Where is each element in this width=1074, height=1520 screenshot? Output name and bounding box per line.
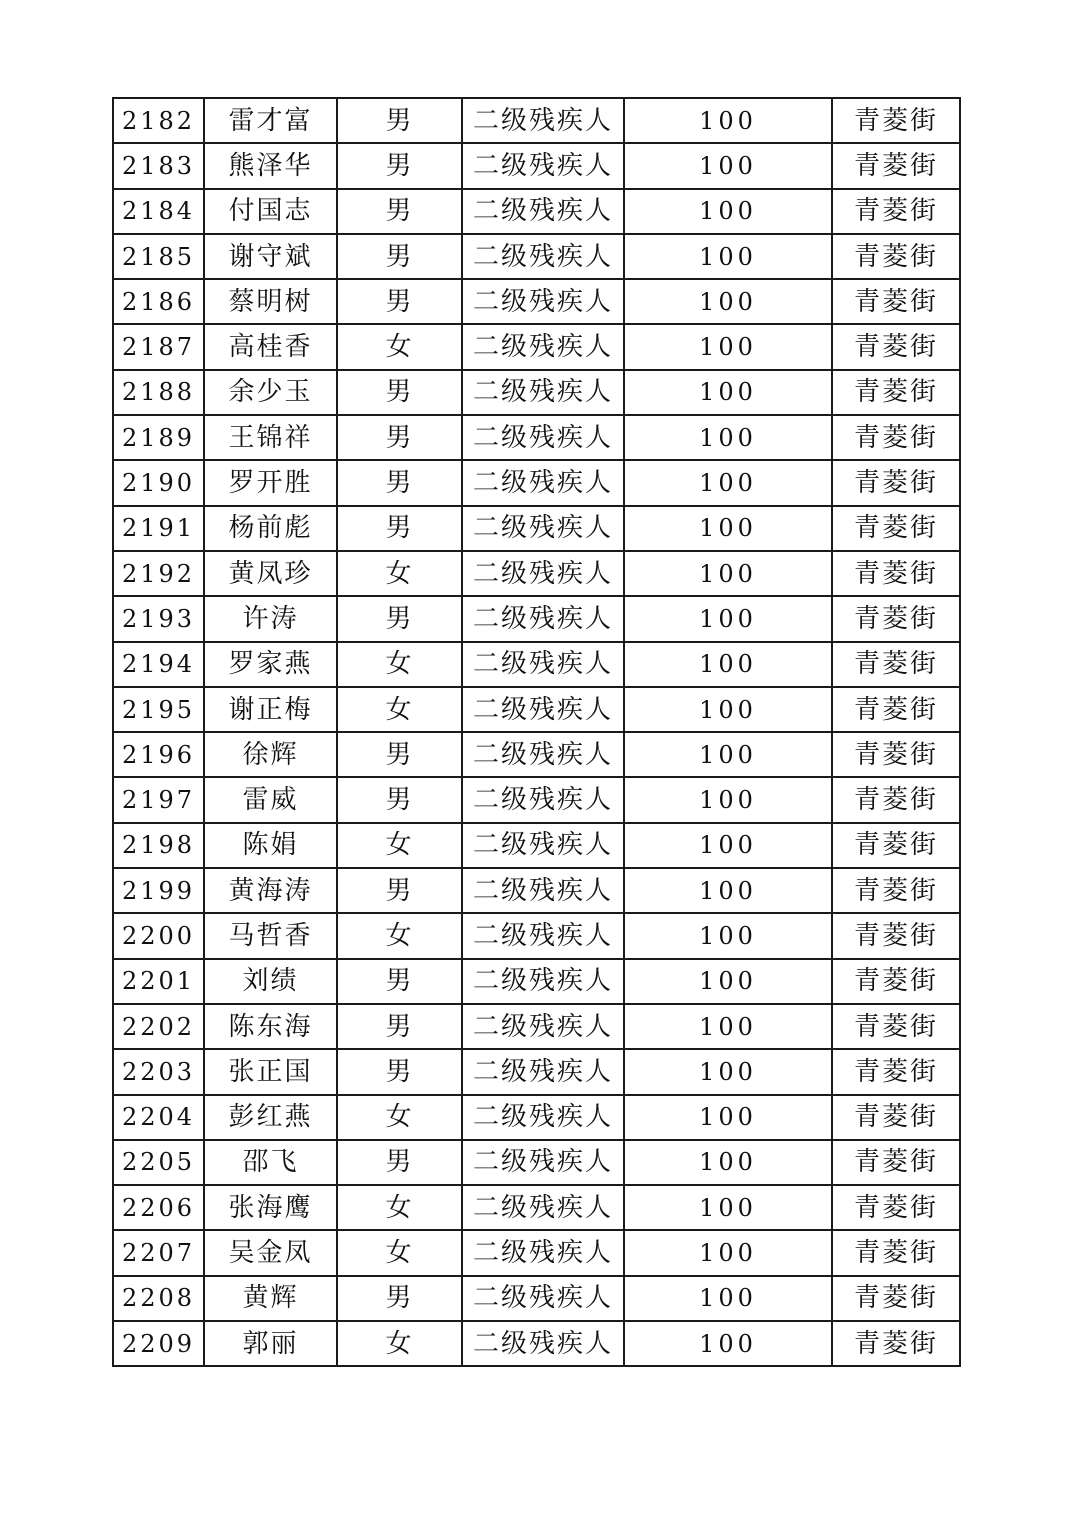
street-cell: 青菱街 <box>832 143 960 188</box>
gender-cell: 男 <box>337 189 462 234</box>
gender-cell: 女 <box>337 1185 462 1230</box>
amount-cell: 100 <box>624 279 832 324</box>
serial-number-cell: 2204 <box>113 1095 204 1140</box>
amount-cell: 100 <box>624 642 832 687</box>
gender-cell: 男 <box>337 777 462 822</box>
table-row <box>113 1095 960 1140</box>
serial-number-cell: 2201 <box>113 959 204 1004</box>
street-cell: 青菱街 <box>832 324 960 369</box>
table-row <box>113 1276 960 1321</box>
amount-cell: 100 <box>624 460 832 505</box>
disability-category-cell: 二级残疾人 <box>462 596 624 641</box>
name-cell: 邵飞 <box>204 1140 337 1185</box>
disability-category-cell: 二级残疾人 <box>462 777 624 822</box>
gender-cell: 女 <box>337 823 462 868</box>
gender-cell: 男 <box>337 279 462 324</box>
name-cell: 吴金凤 <box>204 1230 337 1275</box>
gender-cell: 女 <box>337 1230 462 1275</box>
gender-cell: 男 <box>337 732 462 777</box>
table-row <box>113 279 960 324</box>
street-cell: 青菱街 <box>832 1049 960 1094</box>
table-row <box>113 143 960 188</box>
name-cell: 彭红燕 <box>204 1095 337 1140</box>
disability-category-cell: 二级残疾人 <box>462 279 624 324</box>
serial-number-cell: 2194 <box>113 642 204 687</box>
amount-cell: 100 <box>624 1321 832 1366</box>
gender-cell: 男 <box>337 234 462 279</box>
table-row <box>113 596 960 641</box>
disability-category-cell: 二级残疾人 <box>462 1321 624 1366</box>
amount-cell: 100 <box>624 234 832 279</box>
gender-cell: 男 <box>337 98 462 143</box>
table-row <box>113 189 960 234</box>
disability-category-cell: 二级残疾人 <box>462 1230 624 1275</box>
street-cell: 青菱街 <box>832 189 960 234</box>
serial-number-cell: 2209 <box>113 1321 204 1366</box>
gender-cell: 男 <box>337 1276 462 1321</box>
amount-cell: 100 <box>624 1276 832 1321</box>
disability-category-cell: 二级残疾人 <box>462 1004 624 1049</box>
table-row <box>113 551 960 596</box>
table-row <box>113 687 960 732</box>
roster-body <box>113 98 960 1366</box>
disability-category-cell: 二级残疾人 <box>462 98 624 143</box>
amount-cell: 100 <box>624 98 832 143</box>
name-cell: 黄凤珍 <box>204 551 337 596</box>
gender-cell: 女 <box>337 1321 462 1366</box>
disability-category-cell: 二级残疾人 <box>462 687 624 732</box>
serial-number-cell: 2186 <box>113 279 204 324</box>
table-row <box>113 1049 960 1094</box>
name-cell: 马哲香 <box>204 913 337 958</box>
serial-number-cell: 2199 <box>113 868 204 913</box>
name-cell: 罗开胜 <box>204 460 337 505</box>
name-cell: 高桂香 <box>204 324 337 369</box>
street-cell: 青菱街 <box>832 234 960 279</box>
disability-category-cell: 二级残疾人 <box>462 1095 624 1140</box>
amount-cell: 100 <box>624 1004 832 1049</box>
serial-number-cell: 2203 <box>113 1049 204 1094</box>
gender-cell: 男 <box>337 415 462 460</box>
table-row <box>113 1140 960 1185</box>
amount-cell: 100 <box>624 868 832 913</box>
gender-cell: 男 <box>337 868 462 913</box>
disability-category-cell: 二级残疾人 <box>462 1049 624 1094</box>
disability-category-cell: 二级残疾人 <box>462 732 624 777</box>
table-row <box>113 1004 960 1049</box>
street-cell: 青菱街 <box>832 460 960 505</box>
serial-number-cell: 2190 <box>113 460 204 505</box>
street-cell: 青菱街 <box>832 279 960 324</box>
gender-cell: 男 <box>337 1140 462 1185</box>
amount-cell: 100 <box>624 189 832 234</box>
street-cell: 青菱街 <box>832 959 960 1004</box>
name-cell: 罗家燕 <box>204 642 337 687</box>
street-cell: 青菱街 <box>832 415 960 460</box>
street-cell: 青菱街 <box>832 1230 960 1275</box>
roster-table <box>112 97 961 1367</box>
table-row <box>113 415 960 460</box>
amount-cell: 100 <box>624 913 832 958</box>
amount-cell: 100 <box>624 959 832 1004</box>
street-cell: 青菱街 <box>832 732 960 777</box>
amount-cell: 100 <box>624 777 832 822</box>
gender-cell: 男 <box>337 596 462 641</box>
gender-cell: 女 <box>337 324 462 369</box>
gender-cell: 男 <box>337 959 462 1004</box>
amount-cell: 100 <box>624 370 832 415</box>
serial-number-cell: 2193 <box>113 596 204 641</box>
street-cell: 青菱街 <box>832 1140 960 1185</box>
disability-category-cell: 二级残疾人 <box>462 823 624 868</box>
street-cell: 青菱街 <box>832 868 960 913</box>
disability-category-cell: 二级残疾人 <box>462 143 624 188</box>
name-cell: 熊泽华 <box>204 143 337 188</box>
serial-number-cell: 2202 <box>113 1004 204 1049</box>
disability-category-cell: 二级残疾人 <box>462 506 624 551</box>
name-cell: 刘绩 <box>204 959 337 1004</box>
name-cell: 黄海涛 <box>204 868 337 913</box>
amount-cell: 100 <box>624 1140 832 1185</box>
name-cell: 黄辉 <box>204 1276 337 1321</box>
amount-cell: 100 <box>624 596 832 641</box>
street-cell: 青菱街 <box>832 1321 960 1366</box>
amount-cell: 100 <box>624 1185 832 1230</box>
serial-number-cell: 2198 <box>113 823 204 868</box>
disability-category-cell: 二级残疾人 <box>462 1185 624 1230</box>
name-cell: 雷威 <box>204 777 337 822</box>
disability-category-cell: 二级残疾人 <box>462 642 624 687</box>
table-row <box>113 959 960 1004</box>
table-row <box>113 868 960 913</box>
amount-cell: 100 <box>624 324 832 369</box>
street-cell: 青菱街 <box>832 1185 960 1230</box>
gender-cell: 女 <box>337 551 462 596</box>
table-row <box>113 1321 960 1366</box>
name-cell: 许涛 <box>204 596 337 641</box>
table-row <box>113 913 960 958</box>
serial-number-cell: 2185 <box>113 234 204 279</box>
serial-number-cell: 2200 <box>113 913 204 958</box>
amount-cell: 100 <box>624 551 832 596</box>
gender-cell: 男 <box>337 460 462 505</box>
disability-category-cell: 二级残疾人 <box>462 234 624 279</box>
name-cell: 郭丽 <box>204 1321 337 1366</box>
disability-category-cell: 二级残疾人 <box>462 1276 624 1321</box>
name-cell: 杨前彪 <box>204 506 337 551</box>
serial-number-cell: 2196 <box>113 732 204 777</box>
serial-number-cell: 2187 <box>113 324 204 369</box>
street-cell: 青菱街 <box>832 687 960 732</box>
name-cell: 陈东海 <box>204 1004 337 1049</box>
street-cell: 青菱街 <box>832 1276 960 1321</box>
serial-number-cell: 2182 <box>113 98 204 143</box>
amount-cell: 100 <box>624 506 832 551</box>
gender-cell: 女 <box>337 1095 462 1140</box>
name-cell: 张海鹰 <box>204 1185 337 1230</box>
amount-cell: 100 <box>624 1230 832 1275</box>
table-row <box>113 324 960 369</box>
amount-cell: 100 <box>624 687 832 732</box>
table-row <box>113 823 960 868</box>
disability-category-cell: 二级残疾人 <box>462 959 624 1004</box>
name-cell: 徐辉 <box>204 732 337 777</box>
name-cell: 王锦祥 <box>204 415 337 460</box>
serial-number-cell: 2206 <box>113 1185 204 1230</box>
amount-cell: 100 <box>624 823 832 868</box>
amount-cell: 100 <box>624 143 832 188</box>
serial-number-cell: 2208 <box>113 1276 204 1321</box>
table-row <box>113 777 960 822</box>
gender-cell: 男 <box>337 1049 462 1094</box>
amount-cell: 100 <box>624 1095 832 1140</box>
serial-number-cell: 2191 <box>113 506 204 551</box>
name-cell: 付国志 <box>204 189 337 234</box>
serial-number-cell: 2183 <box>113 143 204 188</box>
disability-category-cell: 二级残疾人 <box>462 370 624 415</box>
table-row <box>113 1185 960 1230</box>
street-cell: 青菱街 <box>832 777 960 822</box>
disability-category-cell: 二级残疾人 <box>462 1140 624 1185</box>
table-row <box>113 642 960 687</box>
serial-number-cell: 2192 <box>113 551 204 596</box>
disability-category-cell: 二级残疾人 <box>462 551 624 596</box>
table-row <box>113 506 960 551</box>
name-cell: 张正国 <box>204 1049 337 1094</box>
table-row <box>113 98 960 143</box>
disability-category-cell: 二级残疾人 <box>462 460 624 505</box>
gender-cell: 男 <box>337 143 462 188</box>
street-cell: 青菱街 <box>832 1095 960 1140</box>
street-cell: 青菱街 <box>832 823 960 868</box>
serial-number-cell: 2189 <box>113 415 204 460</box>
street-cell: 青菱街 <box>832 1004 960 1049</box>
gender-cell: 男 <box>337 506 462 551</box>
serial-number-cell: 2188 <box>113 370 204 415</box>
table-row <box>113 1230 960 1275</box>
gender-cell: 男 <box>337 1004 462 1049</box>
gender-cell: 女 <box>337 913 462 958</box>
gender-cell: 男 <box>337 370 462 415</box>
disability-category-cell: 二级残疾人 <box>462 913 624 958</box>
table-row <box>113 370 960 415</box>
disability-category-cell: 二级残疾人 <box>462 189 624 234</box>
amount-cell: 100 <box>624 415 832 460</box>
disability-category-cell: 二级残疾人 <box>462 324 624 369</box>
serial-number-cell: 2197 <box>113 777 204 822</box>
serial-number-cell: 2184 <box>113 189 204 234</box>
disability-category-cell: 二级残疾人 <box>462 868 624 913</box>
street-cell: 青菱街 <box>832 98 960 143</box>
table-row <box>113 732 960 777</box>
gender-cell: 女 <box>337 687 462 732</box>
street-cell: 青菱街 <box>832 913 960 958</box>
name-cell: 谢正梅 <box>204 687 337 732</box>
street-cell: 青菱街 <box>832 642 960 687</box>
disability-category-cell: 二级残疾人 <box>462 415 624 460</box>
gender-cell: 女 <box>337 642 462 687</box>
street-cell: 青菱街 <box>832 551 960 596</box>
serial-number-cell: 2205 <box>113 1140 204 1185</box>
serial-number-cell: 2195 <box>113 687 204 732</box>
name-cell: 谢守斌 <box>204 234 337 279</box>
street-cell: 青菱街 <box>832 370 960 415</box>
name-cell: 蔡明树 <box>204 279 337 324</box>
table-row <box>113 460 960 505</box>
street-cell: 青菱街 <box>832 506 960 551</box>
table-row <box>113 234 960 279</box>
name-cell: 陈娟 <box>204 823 337 868</box>
name-cell: 雷才富 <box>204 98 337 143</box>
amount-cell: 100 <box>624 732 832 777</box>
amount-cell: 100 <box>624 1049 832 1094</box>
serial-number-cell: 2207 <box>113 1230 204 1275</box>
name-cell: 余少玉 <box>204 370 337 415</box>
street-cell: 青菱街 <box>832 596 960 641</box>
